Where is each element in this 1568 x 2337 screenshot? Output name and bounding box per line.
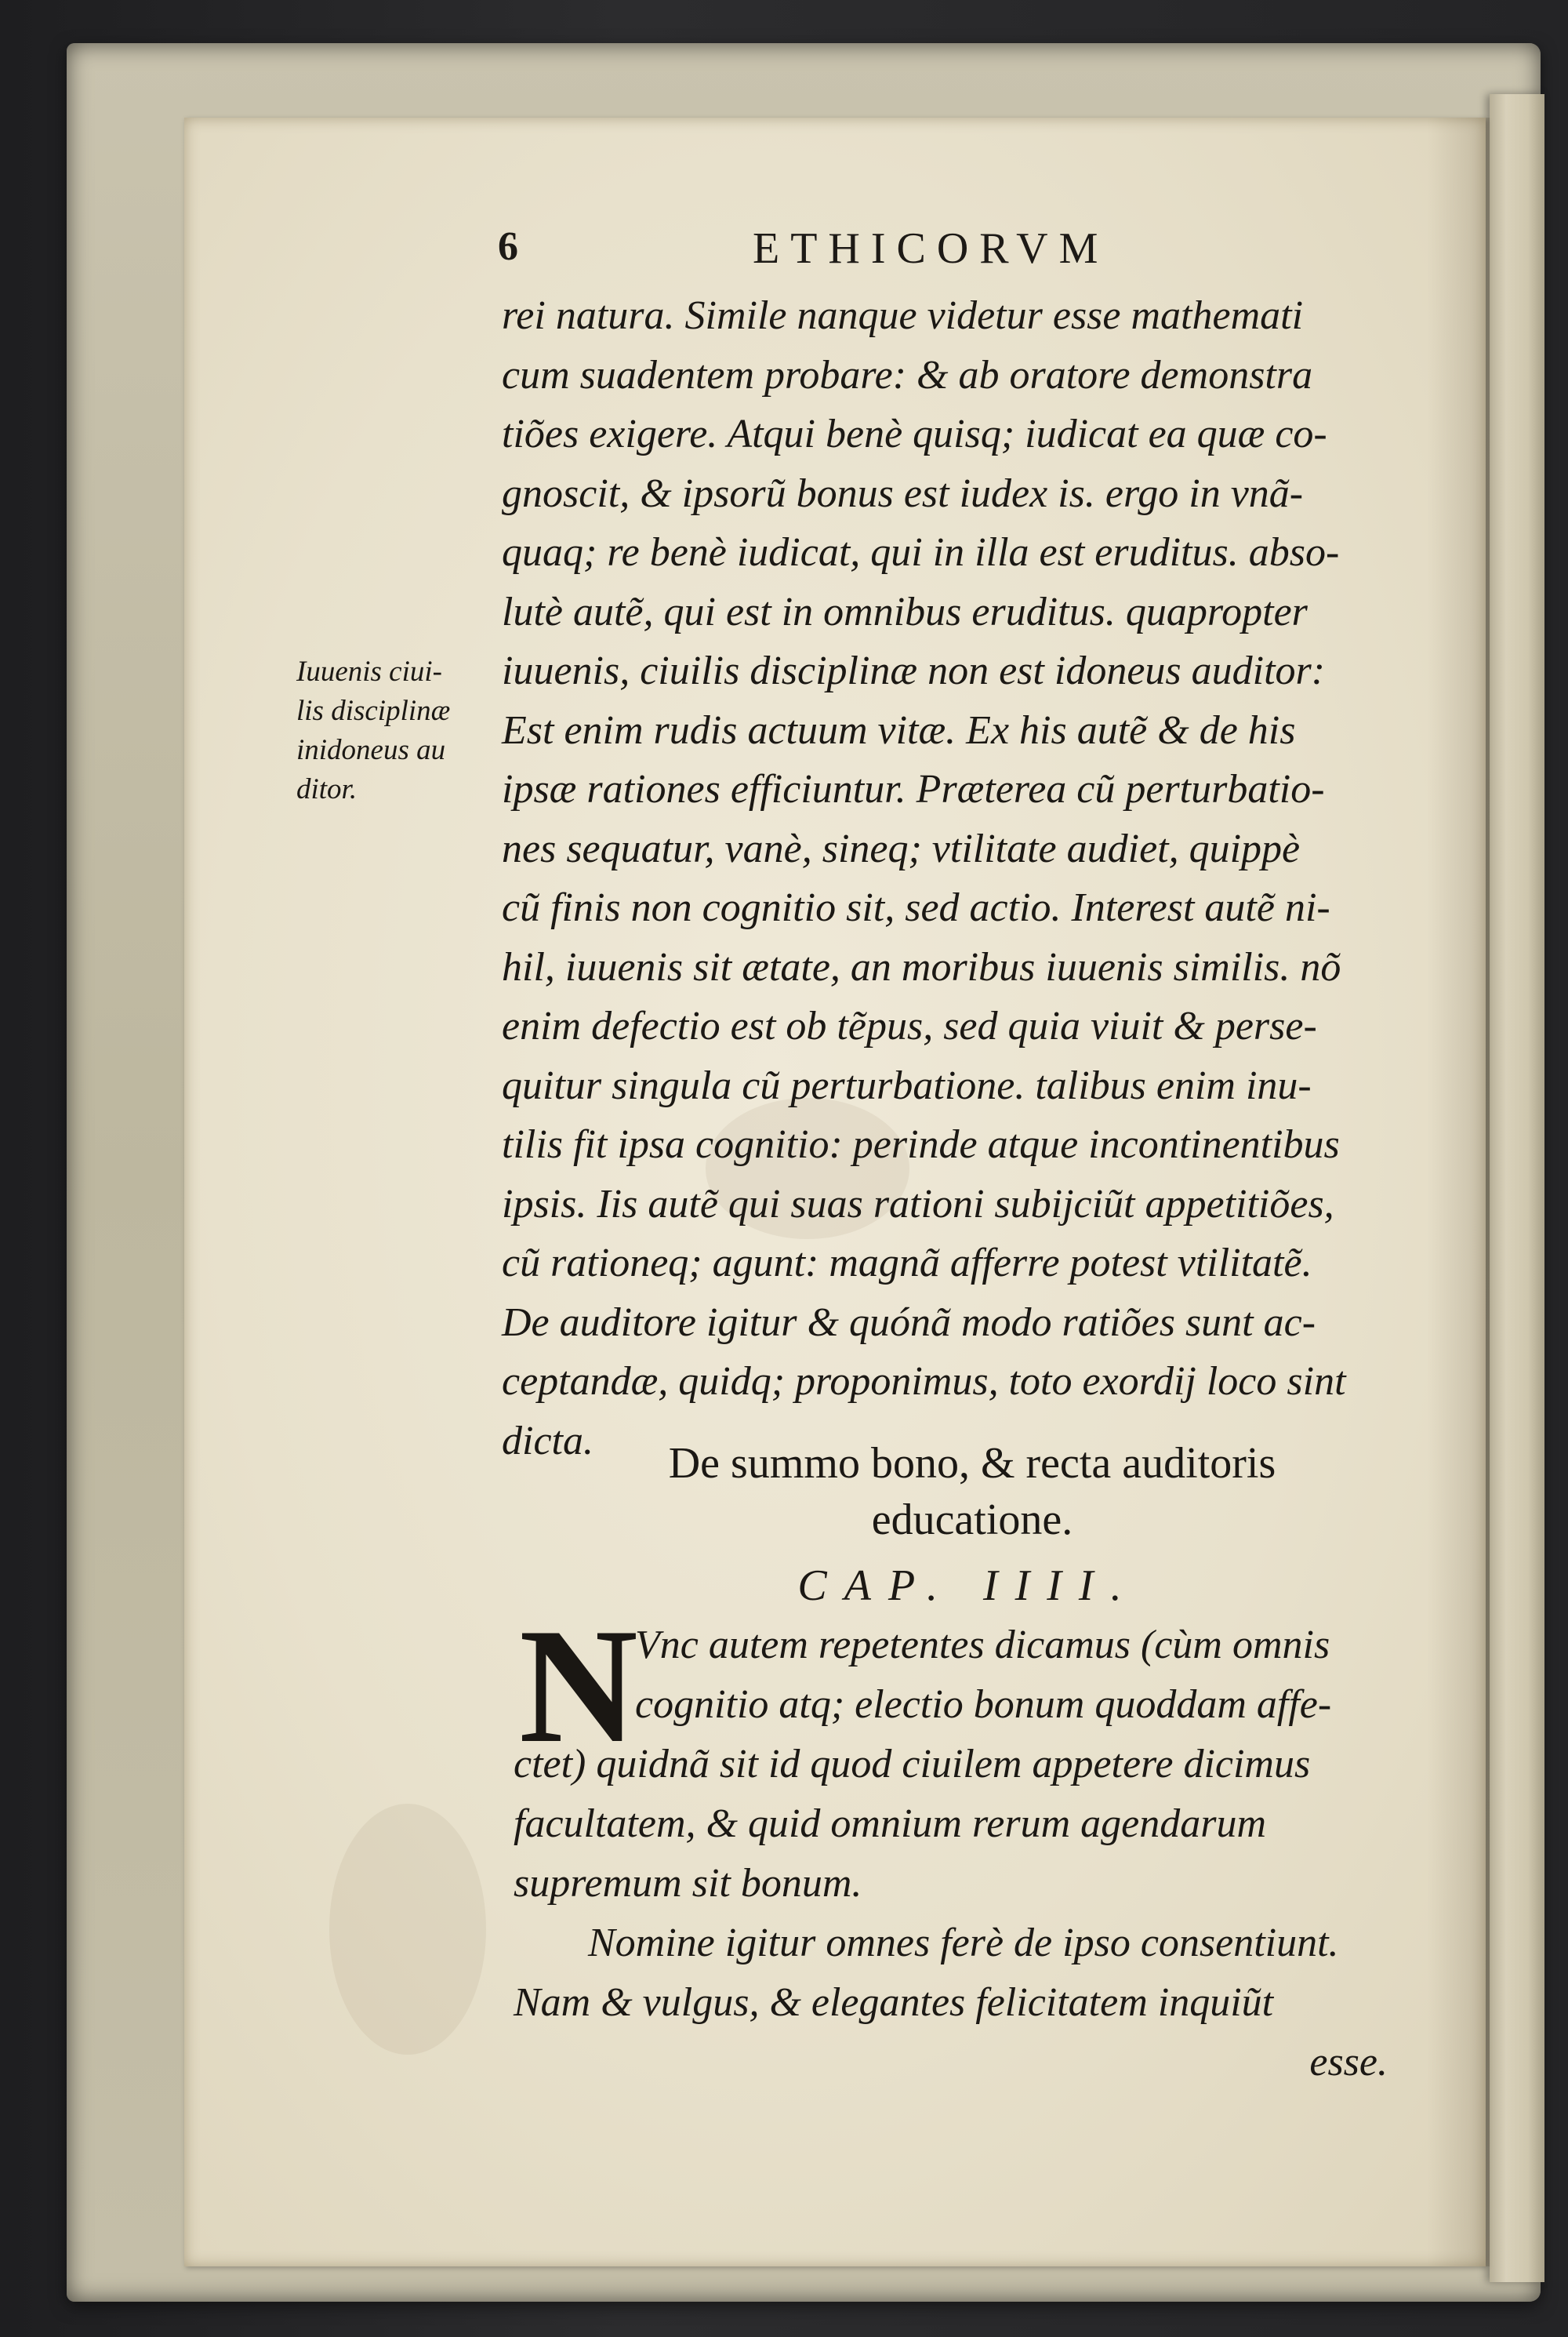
text-line: lutè autẽ, qui est in omnibus eruditus. quapropter [502,589,1308,634]
text-line: rei natura. Simile nanque videtur esse mathemati [502,293,1304,338]
marginal-note [296,652,492,809]
running-title: ETHICORVM [753,224,1109,273]
text-line: facultatem, & quid omnium rerum agendarum [514,1801,1266,1846]
text-line: cum suadentem probare: & ab oratore demonstra [502,352,1313,398]
text-line: iuuenis, ciuilis disciplinæ non est idoneus auditor: [502,649,1326,693]
text-line: quaq; re benè iudicat, qui in illa est eruditus. abso- [502,530,1340,575]
text-line: quitur singula cũ perturbatione. talibus enim inu- [502,1063,1312,1108]
text-line: ceptandæ, quidq; proponimus, toto exordij loco sint [502,1359,1346,1404]
chapter-title [486,1435,1458,1548]
text-line: Nam & vulgus, & elegantes felicitatem inquiũt [514,1980,1274,2025]
page-number: 6 [498,224,518,269]
text-line: ctet) quidnã sit id quod ciuilem appetere dicimus [514,1742,1311,1786]
text-line: cũ finis non cognitio sit, sed actio. Interest autẽ ni- [502,885,1330,930]
marginal-note-line: ditor. [296,773,358,805]
chapter-body [514,1595,1446,2092]
text-line: esse. [1309,2040,1388,2084]
marginal-note-line: lis disciplinæ [296,695,451,727]
chapter-number: CAP. IIII. [797,1561,1139,1610]
text-line: ipsæ rationes efficiuntur. Præterea cũ perturbatio- [502,767,1325,812]
chapter-title-line: De summo bono, & recta auditoris [668,1439,1276,1488]
running-head [486,224,1427,286]
text-line: nes sequatur, vanè, sineq; vtilitate audiet, quippè [502,826,1301,871]
text-line: dicta. [502,1418,593,1463]
text-line: gnoscit, & ipsorũ bonus est iudex is. ergo in vnã- [502,471,1304,516]
text-line: cognitio atq; electio bonum quoddam affe- [635,1682,1332,1727]
text-line: hil, iuuenis sit ætate, an moribus iuuenis similis. nõ [502,944,1341,990]
text-line: De auditore igitur & quónã modo ratiões sunt ac- [502,1299,1316,1345]
text-line: supremum sit bonum. [514,1861,862,1906]
text-line: Est enim rudis actuum vitæ. Ex his autẽ & de his [502,707,1296,753]
text-line: tilis fit ipsa cognitio: perinde atque incontinentibus [502,1122,1340,1167]
marginal-note-line: Iuuenis ciui- [296,656,442,688]
facing-page-edge [1490,94,1544,2282]
text-line: enim defectio est ob tẽpus, sed quia viuit & perse- [502,1004,1317,1049]
body-text [502,286,1419,1470]
text-line: tiões exigere. Atqui benè quisq; iudicat ea quæ co- [502,412,1327,456]
drop-cap-initial: N [519,1595,638,1777]
marginal-note-line: inidoneus au [296,734,446,766]
text-line: Vnc autem repetentes dicamus (cùm omnis [635,1623,1330,1667]
text-line: Nomine igitur omnes ferè de ipso consentiunt. [588,1921,1339,1965]
text-line: cũ rationeq; agunt: magnã afferre potest vtilitatẽ. [502,1241,1312,1285]
paper-stain [329,1804,486,2055]
chapter-title-line: educatione. [871,1496,1073,1544]
text-line: ipsis. Iis autẽ qui suas rationi subijciũt appetitiões, [502,1181,1334,1227]
